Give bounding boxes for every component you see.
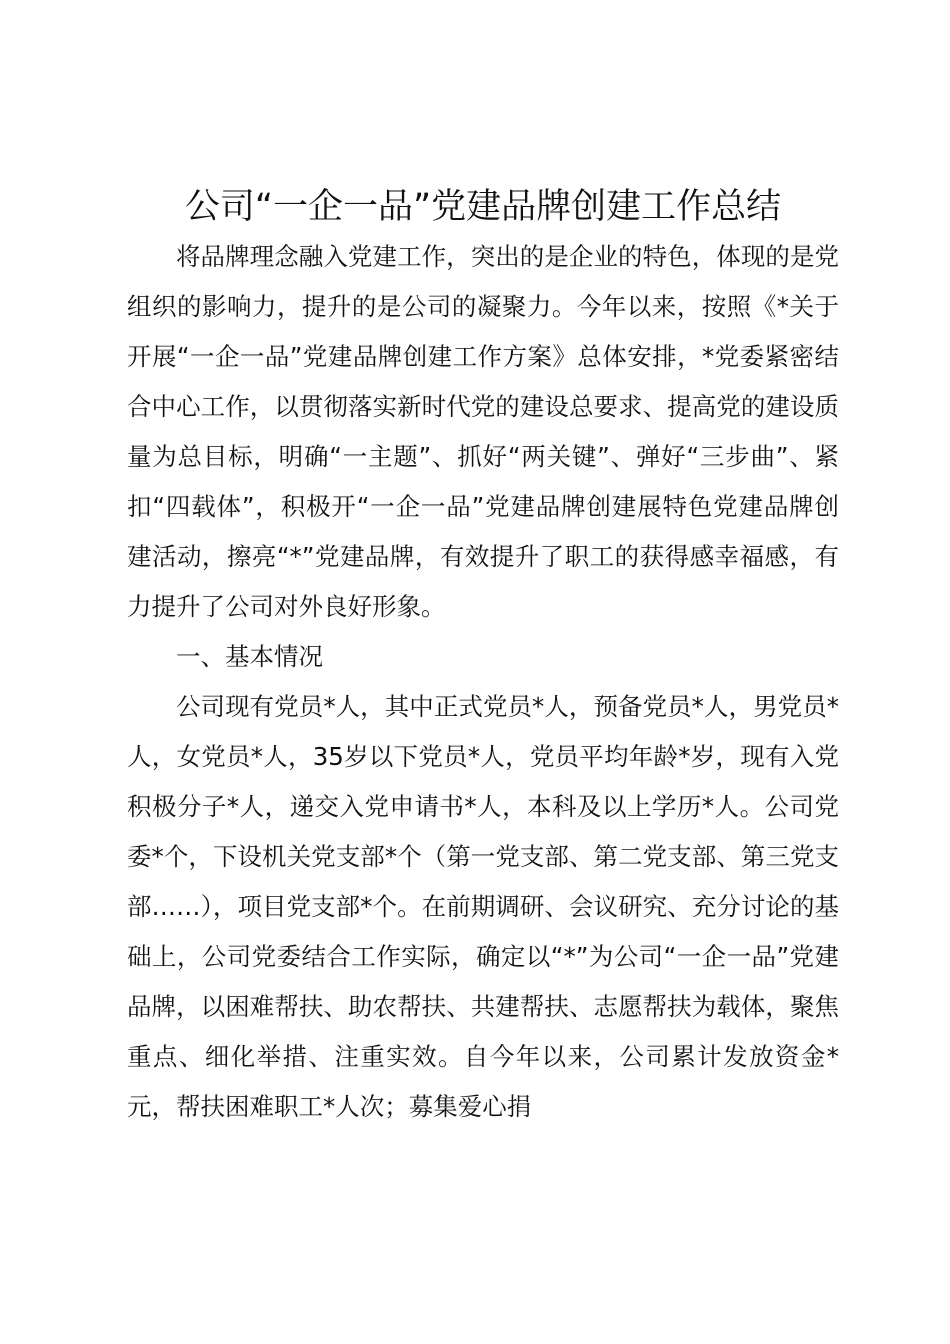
section-paragraph-basic-situation: 公司现有党员*人，其中正式党员*人，预备党员*人，男党员*人，女党员*人，35岁以下党员*人，党员平均年龄*岁，现有入党积极分子*人，递交入党申请书*人，本科及以上学历*人。公司党委*个，下设机关党支部*个（第一党支部、第二党支部、第三党支部……），项目党支部*个。在前期调研、会议研究、充分讨论的基础上，公司党委结合工作实际，确定以“*”为公司“一企一品”党建品牌，以困难帮扶、助农帮扶、共建帮扶、志愿帮扶为载体，聚焦重点、细化举措、注重实效。自今年以来，公司累计发放资金*元，帮扶困难职工*人次；募集爱心捐: [127, 692, 839, 1121]
intro-paragraph: 将品牌理念融入党建工作，突出的是企业的特色，体现的是党组织的影响力，提升的是公司的凝聚力。今年以来，按照《*关于开展“一企一品”党建品牌创建工作方案》总体安排，*党委紧密结合中心工作，以贯彻落实新时代党的建设总要求、提高党的建设质量为总目标，明确“一主题”、抓好“两关键”、弹好“三步曲”、紧扣“四载体”，积极开“一企一品”党建品牌创建展特色党建品牌创建活动，擦亮“*”党建品牌，有效提升了职工的获得感幸福感，有力提升了公司对外良好形象。: [127, 242, 839, 621]
document-body: [127, 182, 839, 1132]
section-heading-basic-situation: 一、基本情况: [176, 642, 323, 671]
document-title: 公司“一企一品”党建品牌创建工作总结: [184, 187, 782, 227]
